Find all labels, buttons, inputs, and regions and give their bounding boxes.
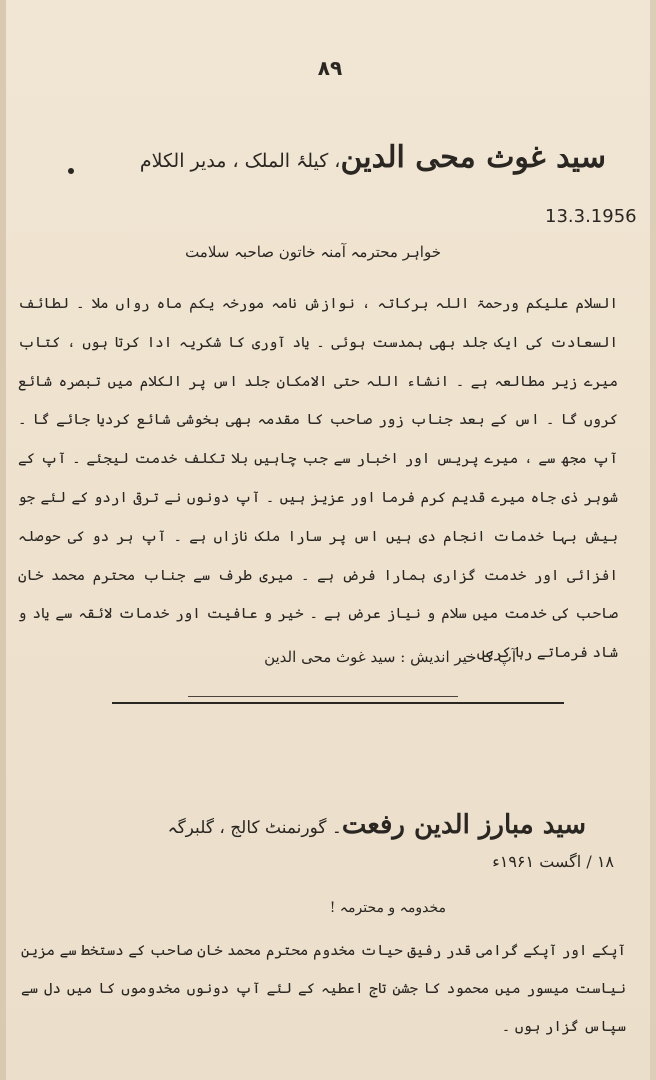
- section2-heading: [46, 800, 586, 853]
- divider-thin: [188, 696, 458, 697]
- section1-signature: آپ کا خیر اندیش : سید غوث محی الدین: [264, 648, 516, 666]
- divider-thick: [112, 702, 564, 704]
- section1-heading-name: سید غوث محی الدین: [340, 140, 606, 175]
- section2-heading-detail: ۔ گورنمنٹ کالج ، گلبرگہ: [167, 818, 342, 838]
- heading-dot: [68, 168, 74, 174]
- section2-salutation: مخدومہ و محترمہ !: [329, 900, 446, 916]
- section1-letter-body: السلام علیکم ورحمۃ اللہ برکاتہ ، نوازش نامہ مورخہ یکم ماہ رواں ملا ۔ لطائف السعادت کی ایک جلد بھی ہمدست ہوئی ۔ یاد آوری کا شکریہ ادا کرتا ہوں ، کتاب میرے زیر مطالعہ ہے ۔ انشاء اللہ حتی الامکان جلد اس پر الکلام میں تبصرہ شائع کروں گا ۔ اس کے بعد جناب زور صاحب کا مقدمہ بھی بخوشی شائع کردیا جائے گا ۔ آپ مجھ سے ، میرے پریس اور اخبار سے جب چاہیں بلا تکلف خدمت لیجئے ۔ آپ کے شوہر ذی جاہ میرے قدیم کرم فرما اور عزیز ہیں ۔ آپ دونوں نے ترقی اردو کے لئے جو بیش بہا خدمات انجام دی ہیں اس پر سارا ملک نازاں ہے ۔ آپ ہر دو کی حوصلہ افزائی اور خدمت گزاری ہمارا فرض ہے ۔ میری طرف سے جناب محترم محمد خان صاحب کی خدمت میں سلام و نیاز عرض ہے ۔ خیر و عافیت اور خدمات لائقہ سے یاد و شاد فرماتے رہا کریں ۔: [18, 296, 618, 662]
- page-number: ۸۹: [317, 56, 343, 80]
- section2-letter-body: آپکے اور آپکے گرامی قدر رفیق حیات مخدوم محترم محمد خان صاحب کے دستخط سے مزین نیاست میسور میں محمود کا جشن تاج اعطیہ کے لئے آپ دونوں مخدوموں کا میں دل سے سپاس گزار ہوں ۔: [21, 943, 626, 1035]
- page-edge-left: [0, 0, 6, 1080]
- section1-date: 13.3.1956: [545, 206, 637, 227]
- section2-heading-name: سید مبارز الدین رفعت: [341, 810, 586, 840]
- section1-heading: [46, 130, 606, 189]
- section1-heading-detail: ، کیلۂ الملک ، مدیر الکلام: [139, 150, 341, 172]
- section1-salutation: خواہر محترمہ آمنہ خاتون صاحبہ سلامت: [185, 243, 441, 261]
- page-edge-right: [650, 0, 656, 1080]
- section2-date: ۱۸ / اگست ۱۹۶۱ء: [492, 852, 614, 871]
